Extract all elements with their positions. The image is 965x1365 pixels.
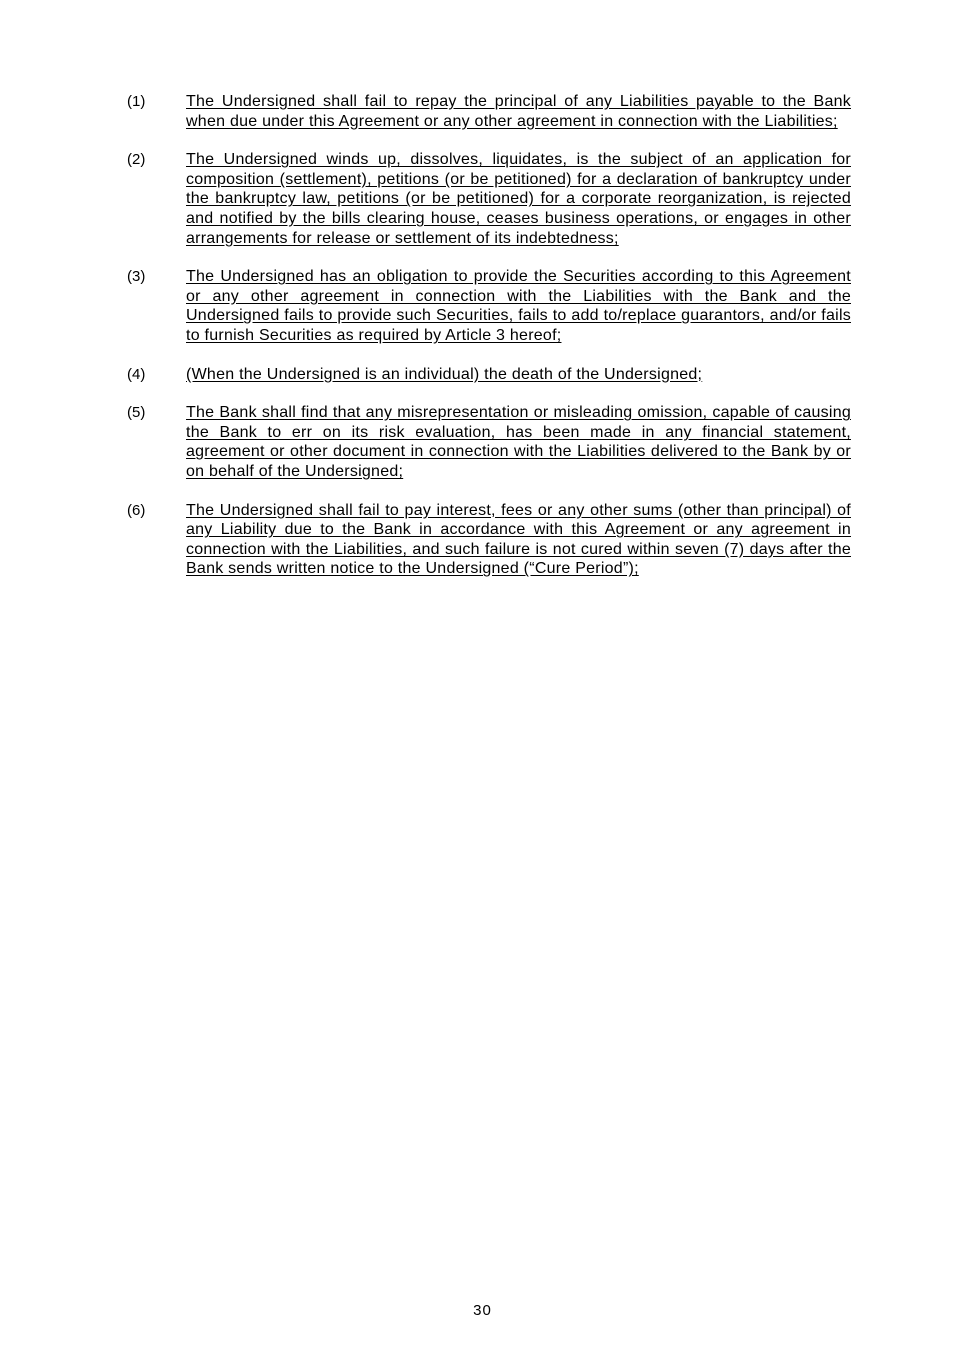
clause-text: The Undersigned shall fail to pay interest, fees or any other sums (other than principal) of any Liability due to the Bank in accordance with this Agreement or any agreement in connection with the Liabilities, and such failure is not cured within seven (7) days after the Bank sends written notice to the Undersigned (“Cure Period”); [186,501,851,578]
clause-number: (5) [127,404,146,422]
clause-number: (6) [127,501,146,519]
clause-number: (2) [127,151,146,169]
clause-number: (1) [127,93,146,110]
clause-number: (4) [127,365,146,383]
clause-text: (When the Undersigned is an individual) the death of the Undersigned; [186,365,703,383]
clause-list [127,92,851,598]
clause-number: (3) [127,268,146,286]
clause-2 [127,150,851,248]
clause-text: The Bank shall find that any misrepresentation or misleading omission, capable of causing the Bank to err on its risk evaluation, has been made in any financial statement, agreement or other document in connection with the Liabilities delivered to the Bank by or on behalf of the Undersigned; [186,404,851,480]
clause-6 [127,501,851,579]
clause-text: The Undersigned winds up, dissolves, liquidates, is the subject of an application for composition (settlement), petitions (or be petitioned) for a declaration of bankruptcy under the bankruptcy law, petitions (or be petitioned) for a corporate reorganization, is rejected and notified by the bills clearing house, ceases business operations, or engages in other arrangements for release or settlement of its indebtedness; [186,151,851,247]
clause-text: The Undersigned has an obligation to provide the Securities according to this Agreement or any other agreement in connection with the Liabilities with the Bank and the Undersigned fails to provide such Securities, fails to add to/replace guarantors, and/or fails to furnish Securities as required by Article 3 hereof; [186,268,851,344]
page-number: 30 [473,1302,492,1319]
clause-5 [127,403,851,481]
clause-1 [127,92,851,131]
clause-text: The Undersigned shall fail to repay the principal of any Liabilities payable to the Bank when due under this Agreement or any other agreement in connection with the Liabilities; [186,93,851,130]
clause-3 [127,267,851,345]
clause-4 [127,365,851,385]
